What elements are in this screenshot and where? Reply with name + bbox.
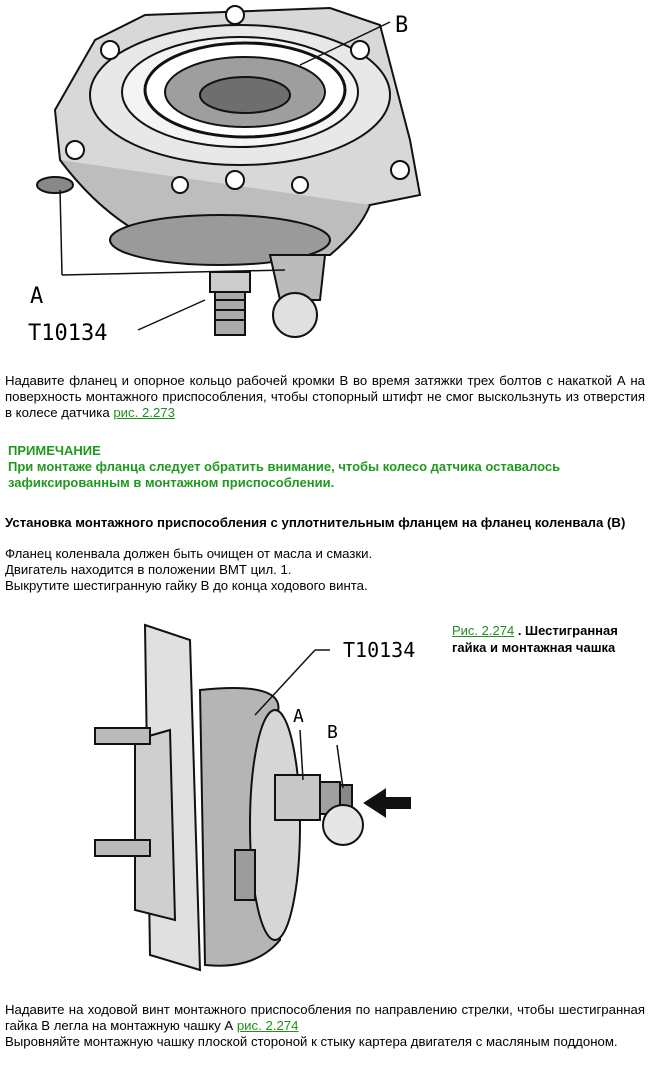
figure-hex-nut-cup bbox=[75, 610, 445, 990]
section-line-2: Двигатель находится в положении ВМТ цил. 1. bbox=[5, 562, 292, 577]
paragraph-align-cup: Выровняйте монтажную чашку плоской стороной к стыку картера двигателя с масляным поддоном. bbox=[5, 1034, 618, 1049]
paragraph-press-flange bbox=[5, 373, 645, 421]
paragraph1-text: Надавите фланец и опорное кольцо рабочей кромки В во время затяжки трех болтов с накаткой А на поверхность монтажного приспособления, чтобы стопорный штифт не смог выскользнуть из отверстия в колесе датчика bbox=[5, 373, 645, 420]
section-line-3: Выкрутите шестигранную гайку В до конца ходового винта. bbox=[5, 578, 368, 593]
note-text: При монтаже фланца следует обратить внимание, чтобы колесо датчика оставалось зафиксированным в монтажном приспособлении. bbox=[8, 459, 561, 490]
figure2-caption-text: . Шестигранная гайка и монтажная чашка bbox=[452, 623, 618, 655]
paragraph-press-screw bbox=[5, 1002, 645, 1034]
fig-2-273-link[interactable]: рис. 2.273 bbox=[113, 405, 175, 420]
paragraph2-text: Надавите на ходовой винт монтажного приспособления по направлению стрелки, чтобы шестигранная гайка В легла на монтажную чашку А bbox=[5, 1002, 645, 1033]
figure1-label-tool: T10134 bbox=[28, 321, 108, 345]
figure1-label-a: A bbox=[30, 284, 44, 309]
figure1-label-b: B bbox=[395, 13, 409, 38]
figure2-label-tool: T10134 bbox=[343, 638, 416, 662]
figure-flange-assembly bbox=[0, 0, 650, 345]
section-line-1: Фланец коленвала должен быть очищен от масла и смазки. bbox=[5, 546, 373, 561]
figure2-label-b: B bbox=[327, 722, 338, 743]
note-block bbox=[8, 443, 638, 491]
figure-2-caption bbox=[452, 622, 642, 656]
note-title: ПРИМЕЧАНИЕ bbox=[8, 443, 101, 458]
fig-2-274-link[interactable]: рис. 2.274 bbox=[236, 1018, 299, 1033]
fig-2-274-caption-link[interactable]: Рис. 2.274 bbox=[452, 623, 515, 638]
figure2-label-a: A bbox=[293, 706, 304, 727]
section-heading: Установка монтажного приспособления с уплотнительным фланцем на фланец коленвала (B) bbox=[5, 515, 626, 530]
